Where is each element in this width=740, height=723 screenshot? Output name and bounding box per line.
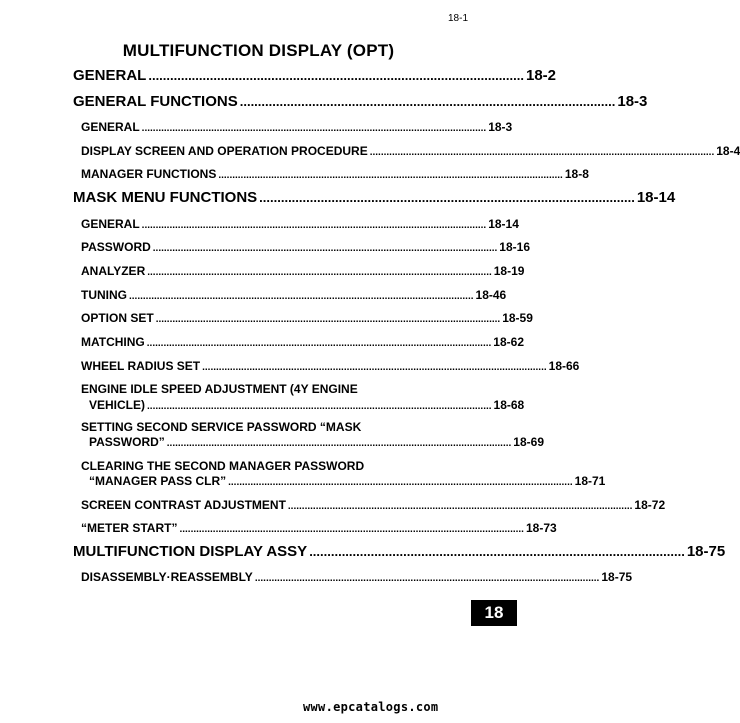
toc-entry-page: 18-75 — [686, 543, 726, 560]
toc-leader-dots: ............................................................................................................................ — [287, 501, 633, 512]
toc-entry-page: 18-72 — [634, 498, 666, 512]
toc-leader-dots: ........................................................................................................ — [259, 190, 635, 205]
toc-entry-page: 18-62 — [493, 335, 524, 349]
toc-entry-page: 18-19 — [493, 264, 525, 278]
toc-entry-page: 18-14 — [636, 189, 676, 206]
toc-entry-label: DISASSEMBLY·REASSEMBLY — [81, 570, 253, 584]
toc-leader-dots: ........................................................................................................ — [309, 544, 685, 559]
toc-entry-page: 18-46 — [475, 288, 507, 302]
toc-leader-dots: ............................................................................................................................ — [155, 314, 501, 325]
toc-entry-page: 18-3 — [488, 120, 513, 134]
toc-entry-manager-functions[interactable] — [81, 167, 589, 181]
toc-entry-screen-contrast[interactable] — [81, 498, 666, 512]
toc-leader-dots: ............................................................................................................................ — [179, 524, 524, 535]
toc-entry-label: VEHICLE) — [89, 398, 146, 412]
toc-entry-page: 18-73 — [525, 521, 557, 535]
toc-entry-general[interactable] — [73, 67, 557, 84]
toc-entry-engine-idle-speed[interactable] — [89, 398, 525, 412]
toc-entry-label: DISPLAY SCREEN AND OPERATION PROCEDURE — [81, 144, 368, 158]
toc-entry-label-line1: SETTING SECOND SERVICE PASSWORD “MASK — [81, 420, 362, 434]
toc-entry-multifunction-display-assy[interactable] — [73, 543, 726, 560]
toc-entry-option-set[interactable] — [81, 311, 533, 325]
toc-entry-label: MASK MENU FUNCTIONS — [73, 189, 258, 206]
toc-entry-matching[interactable] — [81, 335, 524, 349]
toc-entry-page: 18-8 — [564, 167, 589, 181]
toc-entry-label: GENERAL — [81, 120, 140, 134]
toc-entry-display-screen[interactable] — [81, 144, 740, 158]
toc-entry-label-line1: ENGINE IDLE SPEED ADJUSTMENT (4Y ENGINE — [81, 382, 358, 396]
toc-entry-clear-manager-password[interactable] — [89, 474, 606, 488]
toc-entry-label: GENERAL — [73, 67, 147, 84]
toc-leader-dots: ............................................................................................................................ — [369, 147, 715, 158]
toc-entry-page: 18-16 — [499, 240, 530, 254]
toc-entry-page: 18-66 — [548, 359, 580, 373]
toc-entry-label: “MANAGER PASS CLR” — [89, 474, 227, 488]
toc-leader-dots: ............................................................................................................................ — [218, 170, 563, 181]
toc-entry-label-line1: CLEARING THE SECOND MANAGER PASSWORD — [81, 459, 365, 473]
toc-entry-page: 18-75 — [601, 570, 633, 584]
document-title: MULTIFUNCTION DISPLAY (OPT) — [122, 41, 395, 60]
toc-entry-label: MATCHING — [81, 335, 145, 349]
toc-entry-general-functions[interactable] — [73, 93, 648, 110]
toc-entry-disassembly-reassembly[interactable] — [81, 570, 633, 584]
toc-leader-dots: ............................................................................................................................ — [152, 243, 498, 254]
toc-leader-dots: ............................................................................................................................ — [166, 438, 512, 449]
toc-entry-analyzer[interactable] — [81, 264, 525, 278]
toc-entry-page: 18-2 — [525, 67, 557, 84]
toc-entry-label: PASSWORD” — [89, 435, 165, 449]
toc-leader-dots: ............................................................................................................................ — [228, 477, 573, 488]
toc-entry-label: MULTIFUNCTION DISPLAY ASSY — [73, 543, 308, 560]
toc-entry-label: PASSWORD — [81, 240, 151, 254]
toc-entry-page: 18-3 — [617, 93, 648, 110]
toc-entry-page: 18-59 — [502, 311, 533, 325]
toc-entry-page: 18-14 — [488, 217, 519, 231]
toc-leader-dots: ........................................................................................................ — [239, 94, 616, 109]
toc-entry-mask-general[interactable] — [81, 217, 519, 231]
toc-leader-dots: ............................................................................................................................ — [141, 123, 487, 134]
toc-entry-wheel-radius-set[interactable] — [81, 359, 580, 373]
toc-entry-label: GENERAL FUNCTIONS — [73, 93, 238, 110]
toc-entry-label: ANALYZER — [81, 264, 146, 278]
toc-entry-mask-menu[interactable] — [73, 189, 676, 206]
toc-leader-dots: ............................................................................................................................ — [146, 338, 492, 349]
toc-entry-label: MANAGER FUNCTIONS — [81, 167, 217, 181]
toc-entry-label: SCREEN CONTRAST ADJUSTMENT — [81, 498, 286, 512]
toc-leader-dots: ............................................................................................................................ — [254, 573, 600, 584]
toc-entry-meter-start[interactable] — [81, 521, 557, 535]
toc-leader-dots: ............................................................................................................................ — [147, 401, 492, 412]
toc-entry-password[interactable] — [81, 240, 530, 254]
toc-entry-page: 18-68 — [493, 398, 525, 412]
toc-entry-label: GENERAL — [81, 217, 140, 231]
toc-leader-dots: ............................................................................................................................ — [141, 220, 487, 231]
toc-leader-dots: ........................................................................................................ — [148, 68, 524, 83]
toc-leader-dots: ............................................................................................................................ — [147, 267, 492, 278]
toc-entry-label: WHEEL RADIUS SET — [81, 359, 201, 373]
section-tab: 18 — [471, 600, 517, 626]
toc-leader-dots: ............................................................................................................................ — [202, 362, 547, 373]
toc-entry-second-service-password[interactable] — [89, 435, 544, 449]
toc-entry-label: OPTION SET — [81, 311, 154, 325]
toc-entry-page: 18-69 — [513, 435, 544, 449]
toc-entry-general-sub[interactable] — [81, 120, 513, 134]
toc-leader-dots: ............................................................................................................................ — [129, 291, 474, 302]
toc-entry-label: “METER START” — [81, 521, 178, 535]
page-number: 18-1 — [447, 13, 468, 24]
toc-entry-page: 18-71 — [574, 474, 606, 488]
toc-entry-page: 18-4 — [716, 144, 740, 158]
toc-entry-label: TUNING — [81, 288, 127, 302]
toc-entry-tuning[interactable] — [81, 288, 507, 302]
watermark-text: www.epcatalogs.com — [303, 700, 439, 714]
